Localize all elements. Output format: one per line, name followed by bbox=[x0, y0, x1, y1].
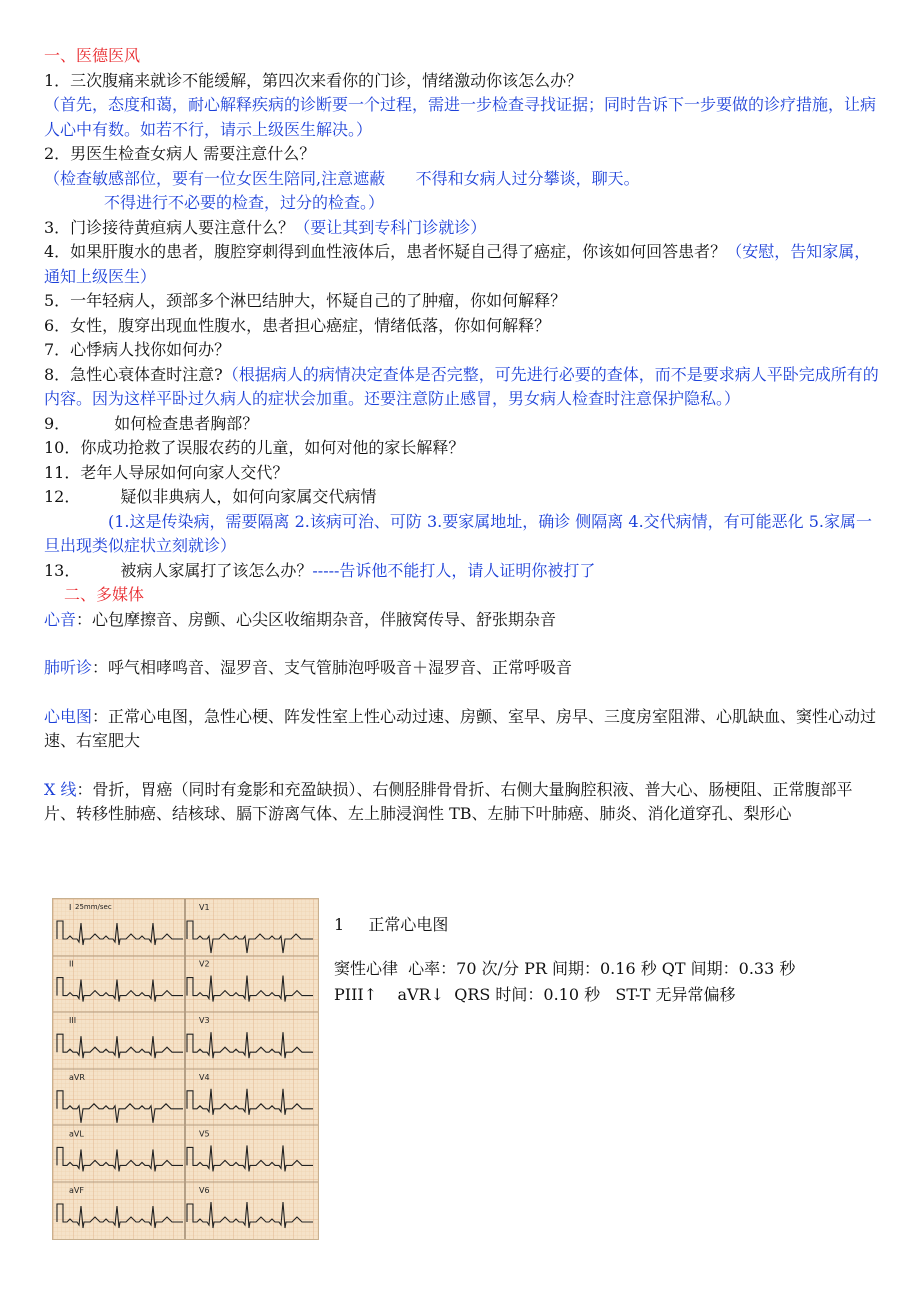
ecg-caption-line-2: PIII↑ aVR↓ QRS 时间：0.10 秒 ST-T 无异常偏移 bbox=[334, 985, 736, 1004]
question-9-row bbox=[44, 412, 880, 437]
ecg-lead-label: V1 bbox=[199, 903, 210, 912]
ecg-lead-label: aVL bbox=[69, 1129, 84, 1139]
question-2: 2．男医生检查女病人 需要注意什么？ bbox=[44, 144, 316, 163]
question-9-number: 9． bbox=[44, 413, 71, 433]
answer-1: （首先，态度和蔼，耐心解释疾病的诊断要一个过程，需进一步检查寻找证据；同时告诉下一步要做的诊疗措施，让病人心中有数。如若不行，请示上级医生解决。） bbox=[44, 95, 877, 139]
question-8-row bbox=[44, 363, 880, 412]
xray-text: ：骨折，胃癌（同时有龛影和充盈缺损）、右侧胫腓骨骨折、右侧大量胸腔积液、普大心、肠梗阻、正常腹部平片、转移性肺癌、结核球、膈下游离气体、左上肺浸润性 TB、左肺下叶肺癌、肺炎、消化道穿孔、梨形心 bbox=[44, 779, 853, 823]
question-12-number: 12． bbox=[44, 487, 81, 506]
question-11: 11．老年人导尿如何向家人交代？ bbox=[44, 462, 289, 482]
question-13-number: 13． bbox=[44, 560, 81, 580]
ecg-lead-label: II bbox=[69, 959, 74, 969]
question-3: 3．门诊接待黄疸病人要注意什么？ bbox=[44, 217, 295, 237]
heart-sounds-row bbox=[44, 608, 880, 633]
document-body bbox=[44, 44, 880, 827]
ecg-speed-label: 25mm/sec bbox=[75, 903, 112, 911]
question-12: 疑似非典病人，如何向家属交代病情 bbox=[120, 487, 377, 506]
ecg-caption-title-row bbox=[334, 912, 894, 938]
question-9: 如何检查患者胸部？ bbox=[114, 413, 259, 433]
answer-2-line-1: （检查敏感部位，要有一位女医生陪同,注意遮蔽 不得和女病人过分攀谈，聊天。 bbox=[44, 168, 640, 188]
question-3-row bbox=[44, 216, 880, 241]
question-5: 5．一年轻病人，颈部多个淋巴结肿大，怀疑自己的了肿瘤，你如何解释？ bbox=[44, 291, 567, 310]
ecg-trace-image bbox=[53, 899, 318, 1239]
ecg-caption-number: 1 bbox=[334, 915, 345, 934]
lung-auscultation-label: 肺听诊 bbox=[44, 658, 93, 677]
answer-8: （根据病人的病情决定查体是否完整，可先进行必要的查体，而不是要求病人平卧完成所有的内容。因为这样平卧过久病人的症状会加重。还要注意防止感冒，男女病人检查时注意保护隐私。） bbox=[44, 364, 879, 408]
ecg-lead-label: V2 bbox=[199, 959, 210, 969]
answer-4: （安慰，告知家属，通知上级医生） bbox=[44, 242, 871, 286]
question-7: 7．心悸病人找你如何办？ bbox=[44, 340, 231, 359]
ecg-caption-line-1: 窦性心律 心率：70 次/分 PR 间期：0.16 秒 QT 间期：0.33 秒 bbox=[334, 959, 796, 978]
question-4-row bbox=[44, 240, 880, 289]
ecg-label: 心电图 bbox=[44, 706, 93, 726]
question-8: 8．急性心衰体查时注意? bbox=[44, 364, 223, 384]
question-4: 4．如果肝腹水的患者，腹腔穿刺得到血性液体后，患者怀疑自己得了癌症，你该如何回答患者？ bbox=[44, 242, 727, 261]
question-1: 1．三次腹痛来就诊不能缓解，第四次来看你的门诊，情绪激动你该怎么办？ bbox=[44, 70, 583, 90]
xray-label: X 线 bbox=[44, 779, 77, 799]
question-6: 6．女性，腹穿出现血性腹水，患者担心癌症，情绪低落，你如何解释？ bbox=[44, 315, 551, 335]
ecg-text: ：正常心电图，急性心梗、阵发性室上性心动过速、房颤、室早、房早、三度房室阻滞、心肌缺血、窦性心动过速、右室肥大 bbox=[44, 706, 877, 750]
answer-13: -----告诉他不能打人，请人证明你被打了 bbox=[312, 560, 596, 580]
section-heading-multimedia: 二、多媒体 bbox=[64, 585, 145, 604]
question-12-row bbox=[44, 485, 880, 510]
ecg-lead-label: V5 bbox=[199, 1129, 210, 1139]
ecg-lead-label: III bbox=[69, 1016, 77, 1026]
section-heading-ethics: 一、医德医风 bbox=[44, 46, 141, 65]
ecg-lead-label: V4 bbox=[199, 1072, 210, 1082]
answer-12: (1.这是传染病，需要隔离 2.该病可治、可防 3.要家属地址，确诊 侧隔离 4.交代病情，有可能恶化 5.家属一旦出现类似症状立刻就诊） bbox=[44, 511, 873, 555]
question-13-row bbox=[44, 559, 880, 584]
lung-auscultation-text: ：呼气相哮鸣音、湿罗音、支气管肺泡呼吸音＋湿罗音、正常呼吸音 bbox=[92, 658, 573, 677]
heart-sounds-text: ：心包摩擦音、房颤、心尖区收缩期杂音，伴腋窝传导、舒张期杂音 bbox=[76, 609, 557, 629]
ecg-figure bbox=[52, 898, 319, 1240]
question-10: 10．你成功抢救了误服农药的儿童，如何对他的家长解释？ bbox=[44, 438, 465, 457]
ecg-lead-label: aVR bbox=[69, 1072, 85, 1082]
xray-row bbox=[44, 778, 880, 827]
ecg-lead-label: V6 bbox=[199, 1186, 210, 1195]
ecg-lead-label: I bbox=[69, 903, 72, 912]
answer-3: （要让其到专科门诊就诊） bbox=[294, 217, 487, 237]
ecg-caption-title: 正常心电图 bbox=[368, 915, 449, 934]
ecg-lead-label: V3 bbox=[199, 1016, 210, 1026]
lung-auscultation-row bbox=[44, 656, 880, 681]
question-13: 被病人家属打了该怎么办？ bbox=[120, 560, 313, 580]
heart-sounds-label: 心音 bbox=[44, 609, 77, 629]
ecg-caption bbox=[334, 912, 894, 1008]
ecg-lead-label: aVF bbox=[69, 1186, 84, 1195]
ecg-row bbox=[44, 705, 880, 754]
answer-2-line-2: 不得进行不必要的检查，过分的检查。） bbox=[104, 193, 385, 212]
